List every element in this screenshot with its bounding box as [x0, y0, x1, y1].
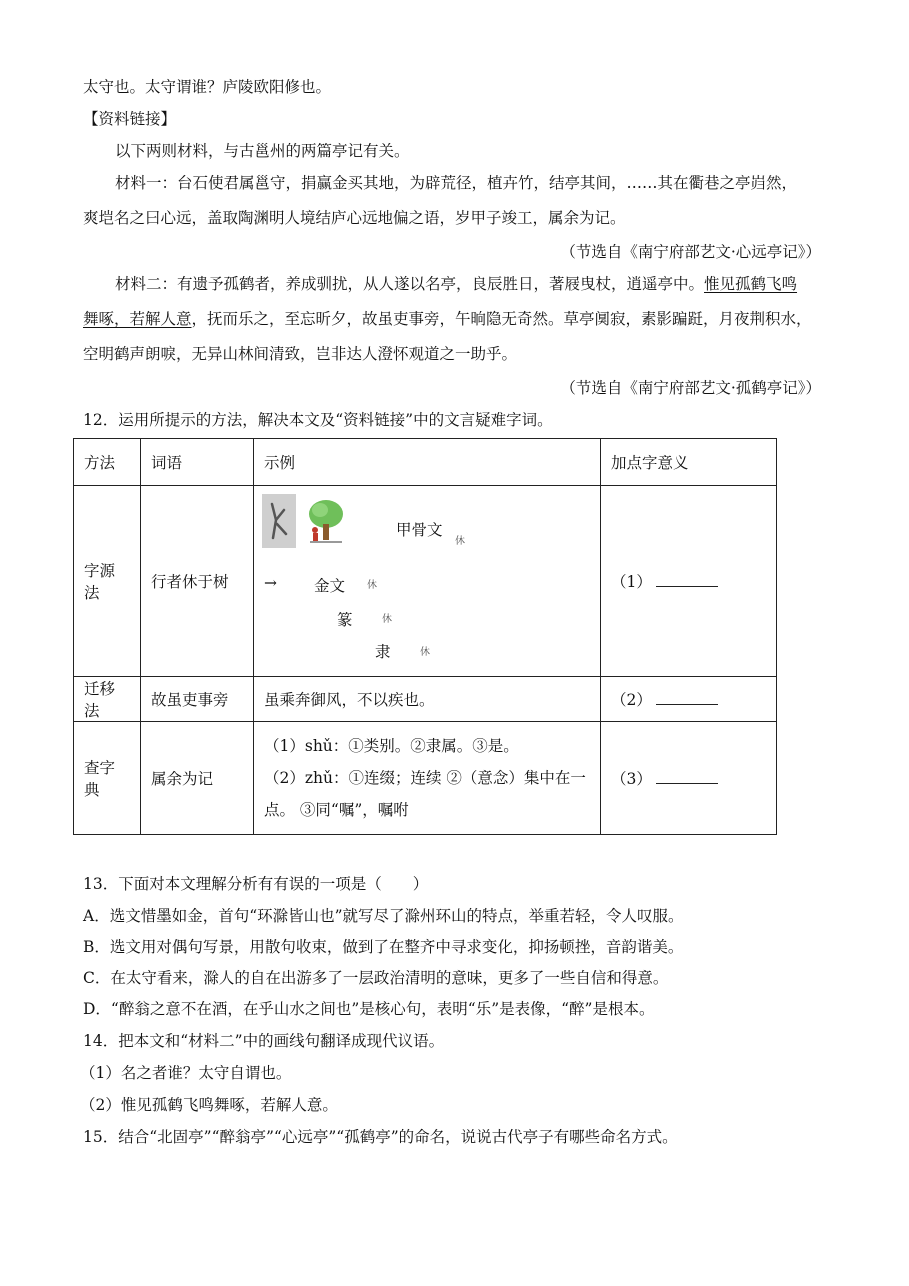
material-2-line-3: 空明鹤声朗唳，无异山林间清致，岂非达人澄怀观道之一助乎。	[83, 345, 518, 363]
line-1: 太守也。太守谓谁？庐陵欧阳修也。	[83, 78, 332, 96]
method-cell: 迁移法	[74, 677, 141, 722]
label-jiaguwen: 甲骨文	[396, 521, 443, 539]
section-title: 【资料链接】	[83, 110, 177, 128]
material-2-text: 材料二：有遗予孤鹤者，养成驯扰，从人遂以名亭，良辰胜日，著屐曳杖，逍遥亭中。	[115, 275, 705, 293]
arrow-icon: →	[264, 574, 277, 592]
dictionary-cell	[254, 722, 601, 835]
question-14-item-1: （1）名之者谁？太守自谓也。	[80, 1064, 292, 1082]
example-cell: 虽乘奔御风，不以疾也。	[254, 677, 601, 722]
table-row	[74, 677, 777, 722]
option-a: A．选文惜墨如金，首句“环滁皆山也”就写尽了滁州环山的特点，举重若轻，令人叹服。	[83, 907, 684, 925]
question-14-item-2: （2）惟见孤鹤飞鸣舞啄，若解人意。	[80, 1096, 338, 1114]
dict-line-2: （2）zhǔ：①连缀；连续 ②（意念）集中在一	[264, 769, 586, 787]
underlined-sentence-part-2: 舞啄，若解人意	[83, 310, 192, 328]
table-row	[74, 486, 777, 677]
question-13-stem: 13．下面对本文理解分析有有误的一项是（ ）	[83, 875, 429, 893]
table-header-row	[74, 439, 777, 486]
table-row	[74, 722, 777, 835]
header-meaning: 加点字意义	[601, 439, 777, 486]
intro-text: 以下两则材料，与古邕州的两篇亭记有关。	[115, 142, 410, 160]
answer-cell-2	[601, 677, 777, 722]
answer-label: （2）	[611, 691, 652, 709]
small-glyph-2: 休	[367, 580, 377, 591]
dict-line-1: （1）shǔ：①类别。②隶属。③是。	[264, 737, 519, 755]
oracle-bone-glyph-image	[262, 494, 296, 548]
header-example: 示例	[254, 439, 601, 486]
answer-blank[interactable]	[656, 769, 718, 784]
word-cell: 行者休于树	[141, 486, 254, 677]
question-12: 12．运用所提示的方法，解决本文及“资料链接”中的文言疑难字词。	[83, 411, 553, 429]
answer-cell-1	[601, 486, 777, 677]
answer-label: （3）	[611, 770, 652, 788]
label-li: 隶	[375, 643, 391, 661]
small-glyph-4: 休	[420, 647, 430, 658]
option-c: C．在太守看来，滁人的自在出游多了一层政治清明的意味，更多了一些自信和得意。	[83, 969, 669, 987]
answer-cell-3	[601, 722, 777, 835]
methods-table	[73, 438, 777, 835]
option-d: D．“醉翁之意不在酒，在乎山水之间也”是核心句，表明“乐”是表像，“醉”是根本。	[83, 1000, 655, 1018]
answer-label: （1）	[611, 573, 652, 591]
method-cell: 字源法	[74, 486, 141, 677]
option-b: B．选文用对偶句写景，用散句收束，做到了在整齐中寻求变化，抑扬顿挫，音韵谐美。	[83, 938, 684, 956]
word-cell: 属余为记	[141, 722, 254, 835]
material-1-line-2: 爽垲名之曰心远，盖取陶渊明人境结庐心远地偏之语，岁甲子竣工，属余为记。	[83, 209, 626, 227]
material-2-source: （节选自《南宁府部艺文·孤鹤亭记》）	[560, 379, 821, 397]
label-jinwen: 金文	[314, 577, 346, 595]
material-2-line-2	[83, 309, 812, 329]
material-2-line-1	[115, 274, 797, 294]
label-zhuan: 篆	[337, 611, 353, 629]
question-14-stem: 14．把本文和“材料二”中的画线句翻译成现代议语。	[83, 1032, 445, 1050]
material-1-line-1: 材料一：台石使君属邕守，捐赢金买其地，为辟荒径，植卉竹，结亭其间，……其在衢巷之亭岿然，	[115, 174, 798, 192]
tree-person-icon	[304, 498, 346, 544]
dict-line-3: 点。 ③同“嘱”，嘱咐	[264, 801, 409, 819]
example-cell	[254, 486, 601, 677]
answer-blank[interactable]	[656, 572, 718, 587]
header-word: 词语	[141, 439, 254, 486]
underlined-sentence-part-1: 惟见孤鹤飞鸣	[704, 275, 798, 293]
small-glyph-1: 休	[455, 536, 465, 547]
small-glyph-3: 休	[382, 614, 392, 625]
question-15-stem: 15．结合“北固亭”“醉翁亭”“心远亭”“孤鹤亭”的命名，说说古代亭子有哪些命名方式。	[83, 1128, 678, 1146]
word-cell: 故虽吏事旁	[141, 677, 254, 722]
material-1-source: （节选自《南宁府部艺文·心远亭记》）	[560, 243, 821, 261]
method-cell: 查字典	[74, 722, 141, 835]
answer-blank[interactable]	[656, 690, 718, 705]
header-method: 方法	[74, 439, 141, 486]
material-2-text-cont: ，抚而乐之，至忘昕夕，故虽吏事旁，午晌隐无奇然。草亭阒寂，素影蹁跹，月夜荆积水，	[191, 310, 812, 328]
